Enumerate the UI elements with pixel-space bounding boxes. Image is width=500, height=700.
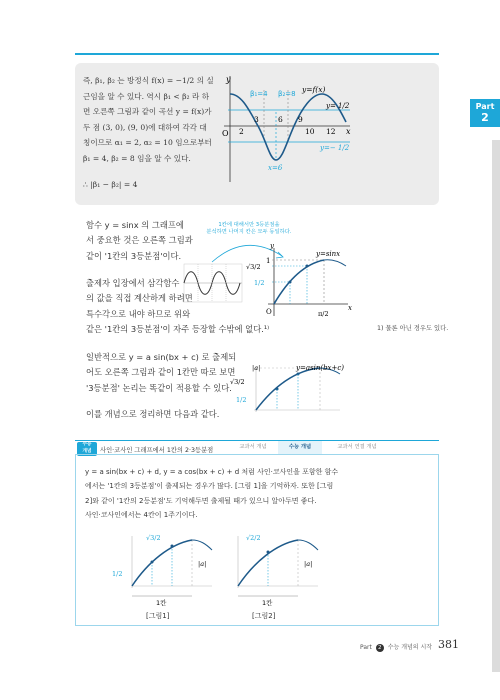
footer-circle-number: 2 <box>376 644 384 652</box>
a-abs-label: |a| <box>304 560 313 568</box>
fig2-curve-tail <box>298 540 318 550</box>
callout-line: 분석하면 나머지 칸은 모두 동일하다. <box>206 229 292 235</box>
sqrt2-label: √2/2 <box>246 534 261 542</box>
one-cell-label: 1칸 <box>262 599 273 607</box>
section2-line: 일반적으로 y = a sin(bx + c) 로 출제되 <box>86 352 237 362</box>
callout-line: 1칸에 대해서만 3등분점을 <box>218 222 280 228</box>
header-rule <box>75 53 439 55</box>
badge-bottom: 개념 <box>82 448 92 454</box>
badge-top: 수능 <box>82 442 92 447</box>
a-abs-label: |a| <box>198 560 207 568</box>
tick-9: 9 <box>298 115 303 124</box>
part-tab-number: 2 <box>481 111 489 124</box>
half-label: y= 1/2 <box>326 102 350 110</box>
section1-line: 특수각으로 내야 하므로 위와 <box>86 308 191 319</box>
section1-line: 서 중요한 것은 오른쪽 그림과 <box>86 235 193 246</box>
summary-text <box>85 465 433 523</box>
two-third-point <box>306 265 309 268</box>
fig1-curve <box>132 540 192 586</box>
half-label: 1/2 <box>236 396 247 404</box>
sin-curve-tail <box>324 260 346 266</box>
footnote: 1) 물론 아닌 경우도 있다. <box>377 325 449 332</box>
figure2 <box>218 526 326 608</box>
footer-chapter: 수능 개념의 시작 <box>387 644 433 651</box>
x-axis-label: x <box>346 127 351 136</box>
solution-line: 근임을 알 수 있다. 역시 β₁ < β₂ 라 하 <box>83 91 210 101</box>
x6-label: x=6 <box>268 164 283 172</box>
func-label: y=sinx <box>316 250 341 258</box>
callout-text <box>194 222 304 236</box>
pi2-label: π/2 <box>318 310 329 318</box>
tab-suneung[interactable]: 수능 개념 <box>278 441 322 454</box>
beta1-label: β₁=4 <box>250 90 268 98</box>
solution-line: β₁ = 4, β₂ = 8 임을 알 수 있다. <box>83 153 191 163</box>
solution-line: 칭이므로 α₁ = 2, α₂ = 10 임으로부터 <box>83 138 212 148</box>
section1-line: 함수 y = sinx 의 그래프에 <box>86 220 184 230</box>
figure1-caption: [그림1] <box>146 612 170 620</box>
sqrt3-label: √3/2 <box>246 263 261 271</box>
footer-part-label: Part <box>360 644 372 651</box>
side-bar <box>492 140 500 672</box>
neg-half-label: y=− 1/2 <box>320 144 350 152</box>
half-label: 1/2 <box>254 279 265 287</box>
one-label: 1 <box>266 257 271 265</box>
third-point <box>151 561 154 564</box>
mid-point <box>267 551 270 554</box>
figure1 <box>112 526 220 608</box>
part-tab-label: Part <box>475 102 495 111</box>
origin-label: O <box>222 129 229 138</box>
solution-line: 면 오른쪽 그림과 같이 곡선 y = f(x)가 <box>83 107 212 117</box>
third-point <box>289 281 292 284</box>
section2-line: 어도 오른쪽 그림과 같이 1칸만 따로 보면 <box>86 367 236 378</box>
func-label: y=asin(bx+c) <box>296 364 345 372</box>
origin-label: O <box>266 308 272 316</box>
solution-text <box>83 73 233 192</box>
tick-10: 10 <box>305 127 315 136</box>
section1-line: 출제자 입장에서 삼각함수 <box>86 278 180 288</box>
asin-curve <box>256 368 320 410</box>
summary-line: 에서는 '1칸의 3등분점'이 출제되는 경우가 많다. [그림 1]을 기억하자. 또한 [그림 <box>85 482 334 491</box>
figure2-caption: [그림2] <box>252 612 276 620</box>
tick-6: 6 <box>278 115 283 124</box>
two-third-point <box>171 545 174 548</box>
summary-line: 2]와 같이 '1칸의 2등분점'도 기억해두면 출제될 때가 있으니 알아두면 좋다. <box>85 496 317 505</box>
one-cell-label: 1칸 <box>156 599 167 607</box>
small-sine-graph <box>182 262 244 306</box>
x-axis-label: x <box>348 304 352 312</box>
func-label: y=f(x) <box>302 85 326 94</box>
summary-line: 사인·코사인에서는 4칸이 1주기이다. <box>85 511 198 520</box>
section1-line: 의 값을 직접 계산하게 하려면 <box>86 293 193 304</box>
sqrt3-label: √3/2 <box>146 534 161 542</box>
fig1-curve-tail <box>192 540 212 550</box>
tick-2: 2 <box>239 127 244 136</box>
solution-conclusion: ∴ |β₁ − β₂| = 4 <box>83 179 138 189</box>
part-tab[interactable] <box>470 99 500 127</box>
cosine-graph <box>222 72 352 184</box>
sqrt3-label: √3/2 <box>230 378 245 386</box>
y-axis-label: y <box>226 75 231 84</box>
tick-12: 12 <box>326 127 336 136</box>
y-axis-label: y <box>270 242 274 250</box>
beta2-label: β₂=8 <box>278 90 296 98</box>
tick-3: 3 <box>254 115 259 124</box>
footer-part <box>360 642 432 652</box>
summary-title: 사인·코사인 그래프에서 1칸의 2·3등분점 <box>100 447 214 454</box>
section2-line: '3등분점' 논리는 똑같이 적용할 수 있다. <box>86 382 232 393</box>
sin-graph <box>244 240 354 320</box>
half-label: 1/2 <box>112 570 123 578</box>
solution-line: 두 점 (3, 0), (9, 0)에 대하여 각각 대 <box>83 122 207 132</box>
asin-graph <box>230 356 350 416</box>
section1-line: 같이 '1칸의 3등분점'이다. <box>86 250 182 261</box>
page-number: 381 <box>438 638 459 651</box>
solution-line: 즉, β₁, β₂ 는 방정식 f(x) = −1/2 의 실 <box>83 76 214 85</box>
a-abs-label: |a| <box>252 364 261 372</box>
section1-line: 같은 '1칸의 3등분점'이 자주 등장할 수밖에 없다.¹⁾ <box>86 324 270 335</box>
section2-line4: 이를 개념으로 정리하면 다음과 같다. <box>86 409 220 419</box>
section2-text <box>86 350 251 396</box>
tab-linked[interactable]: 교과서 연결 개념 <box>337 444 377 450</box>
tab-textbook[interactable]: 교과서 개념 <box>239 444 267 450</box>
summary-line: y = a sin(bx + c) + d, y = a cos(bx + c) + d 처럼 사인·코사인을 포함한 함수 <box>85 468 339 476</box>
